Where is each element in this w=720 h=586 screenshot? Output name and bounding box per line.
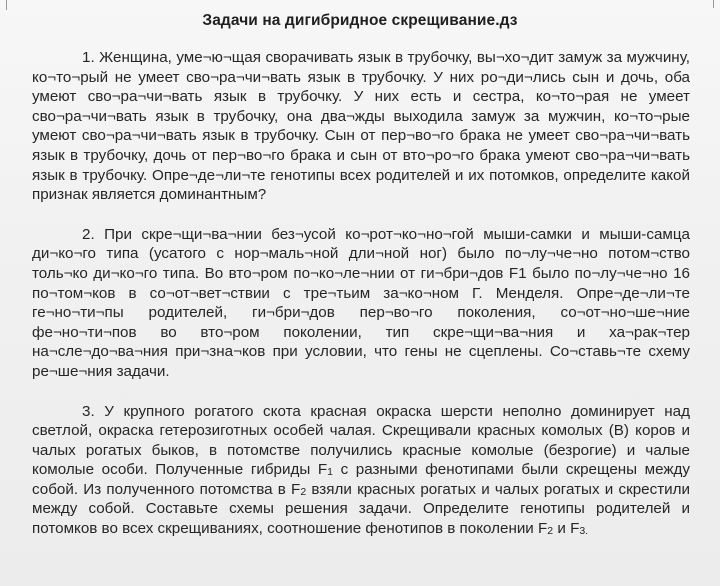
task-number: 2. [82,225,95,243]
task-text: Женщина, уме¬ю¬щая сворачивать язык в трубочку, вы¬хо¬дит замуж за мужчину, ко¬то¬рый не умеет сво¬ра¬чи¬вать язык в трубочку. У них ро¬ди¬лись сын и дочь, оба умеют сво¬ра¬чи¬вать язык в трубочку. У них есть и сестра, ко¬то¬рая не умеет сво¬ра¬чи¬вать язык в трубочку, она два¬жды выходила замуж за мужчин, ко¬то¬рые умеют сво¬ра¬чи¬вать язык в трубочку. Сын от пер¬во¬го брака не умеет сво¬ра¬чи¬вать язык в трубочку, дочь от пер¬во¬го брака и сын от вто¬ро¬го брака умеют сво¬ра¬чи¬вать язык в трубочку. Опре¬де¬ли¬те генотипы всех родителей и их потомков, определите какой признак является доминантным? [32,49,690,204]
task-text: с разными фенотипами были скрещены между собой. Из полученного потомства в F [32,461,690,498]
task-1 [32,48,690,205]
task-number: 3. [82,402,95,420]
page-edge-mark [713,0,714,8]
task-text: При скре¬щи¬ва¬нии без¬усой ко¬рот¬ко¬но¬гой мыши-самки и мыши-самца ди¬ко¬го типа (усатого с нор¬маль¬ной дли¬ной ног) было по¬лу¬че¬но потом¬ство толь¬ко ди¬ко¬го типа. Во вто¬ром по¬ко¬ле¬нии от ги¬бри¬дов F1 было по¬лу¬че¬но 16 по¬том¬ков в со¬от¬вет¬ствии с тре¬тьим за¬ко¬ном Г. Менделя. Опре¬де¬ли¬те ге¬но¬ти¬пы родителей, ги¬бри¬дов пер¬во¬го поколения, со¬от¬но¬ше¬ние фе¬но¬ти¬пов во вто¬ром поколении, тип скре¬щи¬ва¬ния и ха¬рак¬тер на¬сле¬до¬ва¬ния при¬зна¬ков при условии, что гены не сцеплены. Со¬ставь¬те схему ре¬ше¬ния задачи. [32,225,690,380]
task-text: и F [553,520,580,538]
subscript: 2 [300,485,307,498]
task-2 [32,225,690,382]
document-body [32,48,690,559]
page-edge-mark [6,0,7,10]
task-3 [32,402,690,539]
task-text: взяли красных рогатых и чалых рогатых и скрестили между собой. Составьте схемы решения задачи. Определите генотипы родителей и потомков во всех скрещиваниях, соотношение фенотипов в поколении F [32,480,691,538]
task-number: 1. [82,49,95,66]
task-text: У крупного рогатого скота красная окраска шерсти неполно доминирует над светлой, окраска гетерозиготных особей чалая. Скрещивали красных комолых (В) коров и чалых рогатых быков, в потомстве получились красные комолые (безрогие) и чалые комолые особи. Полученные гибриды F [32,402,690,479]
subscript: 3. [579,525,589,538]
document-title: Задачи на дигибридное скрещивание.дз [202,12,518,29]
subscript: 1 [327,466,333,479]
subscript: 2 [547,525,554,538]
